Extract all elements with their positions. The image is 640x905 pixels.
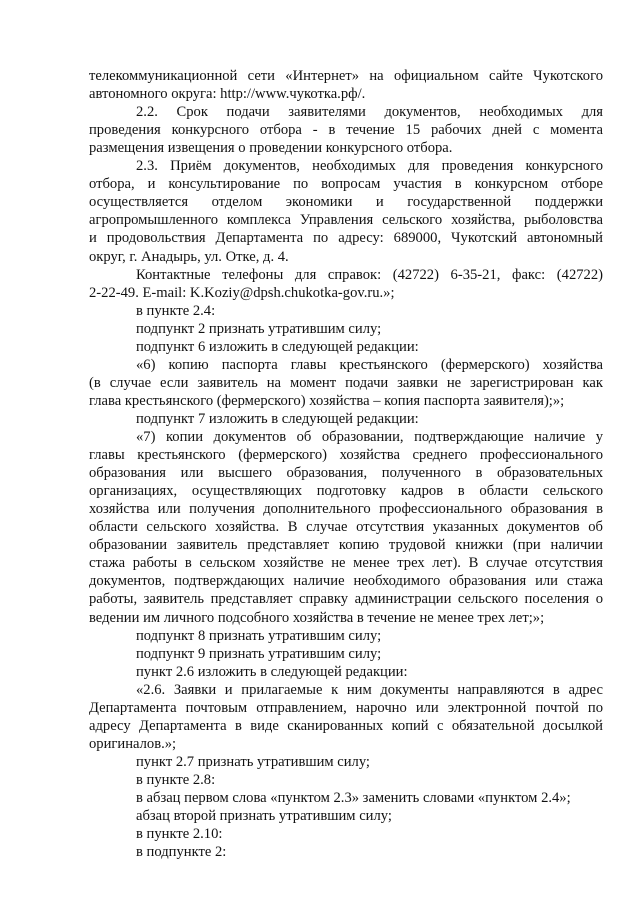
text-line: подпункт 7 изложить в следующей редакции: — [136, 410, 419, 427]
text-line: образовании заявитель представляет копию трудовой книжки (при наличии — [89, 537, 603, 554]
text-line: «6) копию паспорта главы крестьянского (фермерского) хозяйства — [136, 356, 603, 373]
text-line: автономного округа: http://www.чукотка.рф/. — [89, 86, 366, 103]
text-line: в пункте 2.8: — [136, 771, 216, 788]
text-line: (в случае если заявитель на момент подачи заявки не зарегистрирован как — [89, 374, 603, 391]
text-line: «7) копии документов об образовании, подтверждающие наличие у — [136, 429, 603, 445]
text-line: в пункте 2.10: — [136, 826, 223, 843]
text-line: 2-22-49. E-mail: K.Koziy@dpsh.chukotka-gov.ru.»; — [89, 284, 395, 301]
text-line: подпункт 2 признать утратившим силу; — [136, 320, 382, 337]
text-line: в абзац первом слова «пунктом 2.3» заменить словами «пунктом 2.4»; — [136, 790, 571, 806]
text-line: подпункт 6 изложить в следующей редакции: — [136, 338, 419, 355]
text-line: документов, подтверждающих наличие необходимого образования или стажа — [89, 573, 603, 590]
text-line: «2.6. Заявки и прилагаемые к ним документы направляются в адрес — [136, 681, 603, 698]
text-line: оригиналов.»; — [89, 735, 177, 752]
text-line: отбора, и консультирование по вопросам участия в конкурсном отборе — [89, 176, 603, 193]
text-line: подпункт 8 признать утратившим силу; — [136, 627, 382, 644]
text-line: подпункт 9 признать утратившим силу; — [136, 645, 382, 662]
text-line: 2.2. Срок подачи заявителями документов, необходимых для — [136, 104, 603, 121]
text-line: в пункте 2.4: — [136, 302, 216, 319]
text-line: в подпункте 2: — [136, 844, 227, 861]
text-line: Контактные телефоны для справок: (42722) 6-35-21, факс: (42722) — [136, 266, 603, 283]
text-line: агропромышленного комплекса Управления сельского хозяйства, рыболовства — [89, 212, 603, 229]
text-line: хозяйства или получения дополнительного профессионального образования в — [89, 501, 603, 518]
text-line: пункт 2.7 признать утратившим силу; — [136, 753, 370, 770]
text-line: пункт 2.6 изложить в следующей редакции: — [136, 663, 408, 680]
text-line: и продовольствия Департамента по адресу: 689000, Чукотский автономный — [89, 230, 603, 247]
text-line: стажа работы в сельском хозяйстве не менее трех лет). В случае отсутствия — [89, 555, 603, 572]
text-line: осуществляется отделом экономики и государственной поддержки — [89, 194, 603, 211]
text-line: главы крестьянского (фермерского) хозяйства среднего профессионального — [89, 447, 603, 464]
text-line: округ, г. Анадырь, ул. Отке, д. 4. — [89, 248, 289, 265]
text-line: телекоммуникационной сети «Интернет» на официальном сайте Чукотского — [89, 68, 603, 84]
text-line: области сельского хозяйства. В случае отсутствия указанных документов об — [89, 519, 603, 536]
text-line: размещения извещения о проведении конкурсного отбора. — [89, 140, 453, 157]
text-line: работы, заявитель представляет справку администрации сельского поселения о — [89, 591, 603, 608]
text-line: образования или высшего образования, полученного в образовательных — [89, 465, 603, 482]
text-line: проведения конкурсного отбора - в течение 15 рабочих дней с момента — [89, 122, 603, 139]
text-line: адресу Департамента в виде сканированных копий с обязательной досылкой — [89, 717, 603, 734]
text-line: ведении им личного подсобного хозяйства в течение не менее трех лет;»; — [89, 609, 545, 626]
text-line: глава крестьянского (фермерского) хозяйства – копия паспорта заявителя);»; — [89, 392, 565, 409]
text-line: 2.3. Приём документов, необходимых для проведения конкурсного — [136, 158, 603, 175]
text-line: Департамента почтовым отправлением, нарочно или электронной почтой по — [89, 699, 603, 716]
text-line: организациях, осуществляющих подготовку кадров в области сельского — [89, 483, 603, 500]
text-line: абзац второй признать утратившим силу; — [136, 808, 392, 825]
